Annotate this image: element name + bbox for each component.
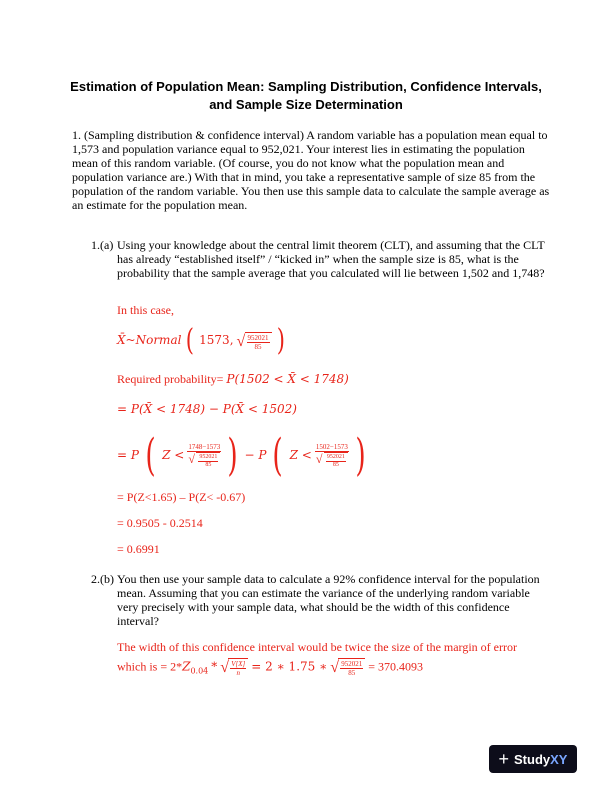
sqrt-b-den: 85 bbox=[348, 669, 356, 677]
part-a-question bbox=[91, 238, 551, 280]
step-2-z2: Z < bbox=[289, 447, 312, 462]
paren-close-2: ) bbox=[355, 430, 366, 481]
step-1 bbox=[117, 402, 297, 416]
z-frac-2-num: 1502−1573 bbox=[315, 443, 348, 451]
logo-brand: Study bbox=[514, 751, 551, 767]
document-title-line1: Estimation of Population Mean: Sampling Distribution, Confidence Intervals, bbox=[70, 79, 542, 94]
sqrt-b-num: 952021 bbox=[341, 660, 363, 668]
result: = 370.4093 bbox=[368, 659, 424, 674]
z-frac-1-sqrt-den: 85 bbox=[205, 462, 212, 468]
step-3: = P(Z<1.65) – P(Z< -0.67) bbox=[117, 490, 246, 504]
paren-open-1: ( bbox=[145, 430, 156, 481]
document-title-line2: and Sample Size Determination bbox=[209, 97, 403, 112]
step-2 bbox=[117, 430, 369, 481]
studyxy-logo[interactable] bbox=[489, 745, 577, 773]
left-paren: ( bbox=[186, 323, 195, 358]
distribution-formula bbox=[117, 323, 286, 358]
part-b-question bbox=[91, 572, 551, 628]
step-2-z1: Z < bbox=[162, 447, 185, 462]
paren-close-1: ) bbox=[227, 430, 239, 481]
sqrt-vx-n: √ $\frac{V[X]}{n}$ bbox=[220, 658, 248, 677]
step-4: = 0.9505 - 0.2514 bbox=[117, 516, 203, 530]
dist-mean: 1573, bbox=[199, 332, 234, 347]
z-frac-1-num: 1748−1573 bbox=[188, 443, 221, 451]
z-subscript: 0.04 bbox=[190, 666, 209, 676]
req-expr: P(1502 < X̄ < 1748) bbox=[226, 372, 349, 386]
z-frac-2: 1502−1573 √ $\frac{952021}{85}$ bbox=[315, 443, 348, 468]
part-b-text: You then use your sample data to calculate a 92% confidence interval for the population mean. Assuming that you can estimate the variance of the underlying random variable very precisely with your sample data, what should be the width of this confidence interval? bbox=[117, 572, 540, 628]
vx-num: V[X] bbox=[231, 660, 246, 668]
part-a-answer-intro: In this case, bbox=[117, 303, 174, 317]
part-a-number: 1.(a) bbox=[91, 238, 114, 252]
z-frac-2-sqrt-den: 85 bbox=[332, 462, 339, 468]
logo-brand-suffix: XY bbox=[550, 751, 568, 767]
sqrt-variance-b: √ $\frac{952021}{85}$ bbox=[330, 658, 365, 677]
dist-lhs: X̄~Normal bbox=[117, 332, 182, 347]
question-1-text: 1. (Sampling distribution & confidence interval) A random variable has a population mean equal to 1,573 and population variance equal to 952,021. Your interest lies in estimating the population mean of this random variable. (Of course, you do not know what the population mean and population variance are.) With that in mind, you take a representative sample of size 85 from the population of the random variable. You then use this sample data to calculate the sample average as an estimate for the population mean. bbox=[72, 128, 550, 212]
step-1-expr: = P(X̄ < 1748) − P(X̄ < 1502) bbox=[117, 402, 297, 416]
z-frac-1-sqrt-num: 952021 bbox=[199, 454, 218, 460]
sqrt-variance: √ $\frac{952021}{85}$ bbox=[237, 332, 272, 351]
plus-icon: + bbox=[498, 749, 510, 769]
logo-text bbox=[514, 752, 567, 767]
z-symbol: Z bbox=[182, 659, 191, 674]
step-5: = 0.6991 bbox=[117, 542, 160, 556]
part-a-text: Using your knowledge about the central limit theorem (CLT), and assuming that the CLT has already “established itself” / “kicked in” when the sample size is 85, what is the probability that the sample average that you calculated will lie between 1,502 and 1,748? bbox=[117, 238, 545, 280]
part-b-number: 2.(b) bbox=[91, 572, 114, 586]
z-frac-1: 1748−1573 √ $\frac{952021}{85}$ bbox=[188, 443, 221, 468]
part-b-formula bbox=[117, 658, 423, 679]
right-paren: ) bbox=[276, 323, 285, 358]
sqrt-den: 85 bbox=[254, 342, 262, 351]
paren-open-2: ( bbox=[272, 430, 284, 481]
times-symbol: * bbox=[211, 659, 218, 674]
step-2-eq: = P bbox=[117, 447, 139, 462]
z-frac-2-sqrt-num: 952021 bbox=[326, 454, 345, 460]
req-label: Required probability= bbox=[117, 372, 224, 386]
sqrt-num: 952021 bbox=[247, 333, 269, 342]
vx-den: n bbox=[236, 669, 241, 677]
part-b-answer-line1: The width of this confidence interval would be twice the size of the margin of error bbox=[117, 640, 517, 654]
eq-part: = 2 ∗ 1.75 ∗ bbox=[251, 659, 328, 674]
required-probability bbox=[117, 372, 349, 386]
which-is: which is = 2* bbox=[117, 659, 183, 674]
step-2-minus: − P bbox=[244, 447, 267, 462]
